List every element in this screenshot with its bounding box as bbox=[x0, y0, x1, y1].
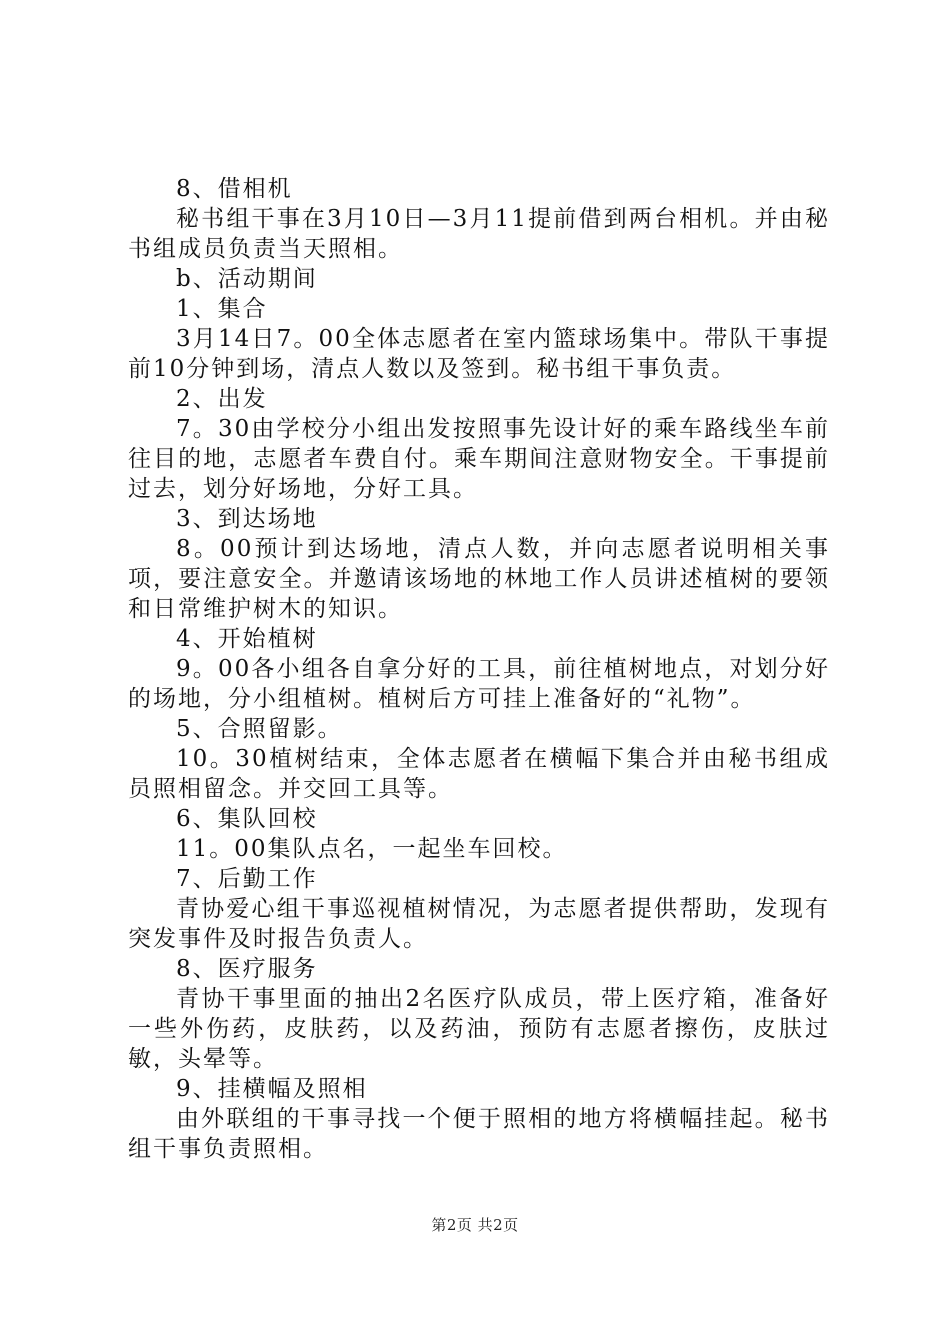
heading-logistics: 7、后勤工作 bbox=[176, 866, 318, 892]
paragraph-borrow-camera: 秘书组干事在3月10日—3月11提前借到两台相机。并由秘书组成员负责当天照相。 bbox=[128, 206, 830, 262]
paragraph-return: 11。00集队点名，一起坐车回校。 bbox=[176, 836, 568, 862]
paragraph-arrive: 8。00预计到达场地，清点人数，并向志愿者说明相关事项，要注意安全。并邀请该场地的林地工作人员讲述植树的要领和日常维护树木的知识。 bbox=[128, 536, 830, 622]
paragraph-group-photo: 10。30植树结束，全体志愿者在横幅下集合并由秘书组成员照相留念。并交回工具等。 bbox=[128, 746, 830, 802]
paragraph-medical: 青协干事里面的抽出2名医疗队成员，带上医疗箱，准备好一些外伤药，皮肤药，以及药油，预防有志愿者擦伤，皮肤过敏，头晕等。 bbox=[128, 986, 830, 1072]
heading-borrow-camera: 8、借相机 bbox=[176, 176, 293, 202]
heading-group-photo: 5、合照留影。 bbox=[176, 716, 343, 742]
paragraph-depart: 7。30由学校分小组出发按照事先设计好的乘车路线坐车前往目的地，志愿者车费自付。乘车期间注意财物安全。干事提前过去，划分好场地，分好工具。 bbox=[128, 416, 830, 502]
paragraph-banner-photo: 由外联组的干事寻找一个便于照相的地方将横幅挂起。秘书组干事负责照相。 bbox=[128, 1106, 830, 1162]
paragraph-start-planting: 9。00各小组各自拿分好的工具，前往植树地点，对划分好的场地，分小组植树。植树后方可挂上准备好的“礼物”。 bbox=[128, 656, 830, 712]
document-body bbox=[128, 174, 830, 1164]
paragraph-assemble: 3月14日7。00全体志愿者在室内篮球场集中。带队干事提前10分钟到场，清点人数以及签到。秘书组干事负责。 bbox=[128, 326, 830, 382]
page-number-footer: 第2页 共2页 bbox=[431, 1216, 519, 1234]
heading-activity-period: b、活动期间 bbox=[176, 266, 318, 292]
heading-arrive: 3、到达场地 bbox=[176, 506, 318, 532]
heading-return: 6、集队回校 bbox=[176, 806, 318, 832]
heading-assemble: 1、集合 bbox=[176, 296, 268, 322]
heading-depart: 2、出发 bbox=[176, 386, 268, 412]
heading-medical: 8、医疗服务 bbox=[176, 956, 318, 982]
paragraph-logistics: 青协爱心组干事巡视植树情况，为志愿者提供帮助，发现有突发事件及时报告负责人。 bbox=[128, 896, 830, 952]
heading-start-planting: 4、开始植树 bbox=[176, 626, 318, 652]
heading-banner-photo: 9、挂横幅及照相 bbox=[176, 1076, 368, 1102]
